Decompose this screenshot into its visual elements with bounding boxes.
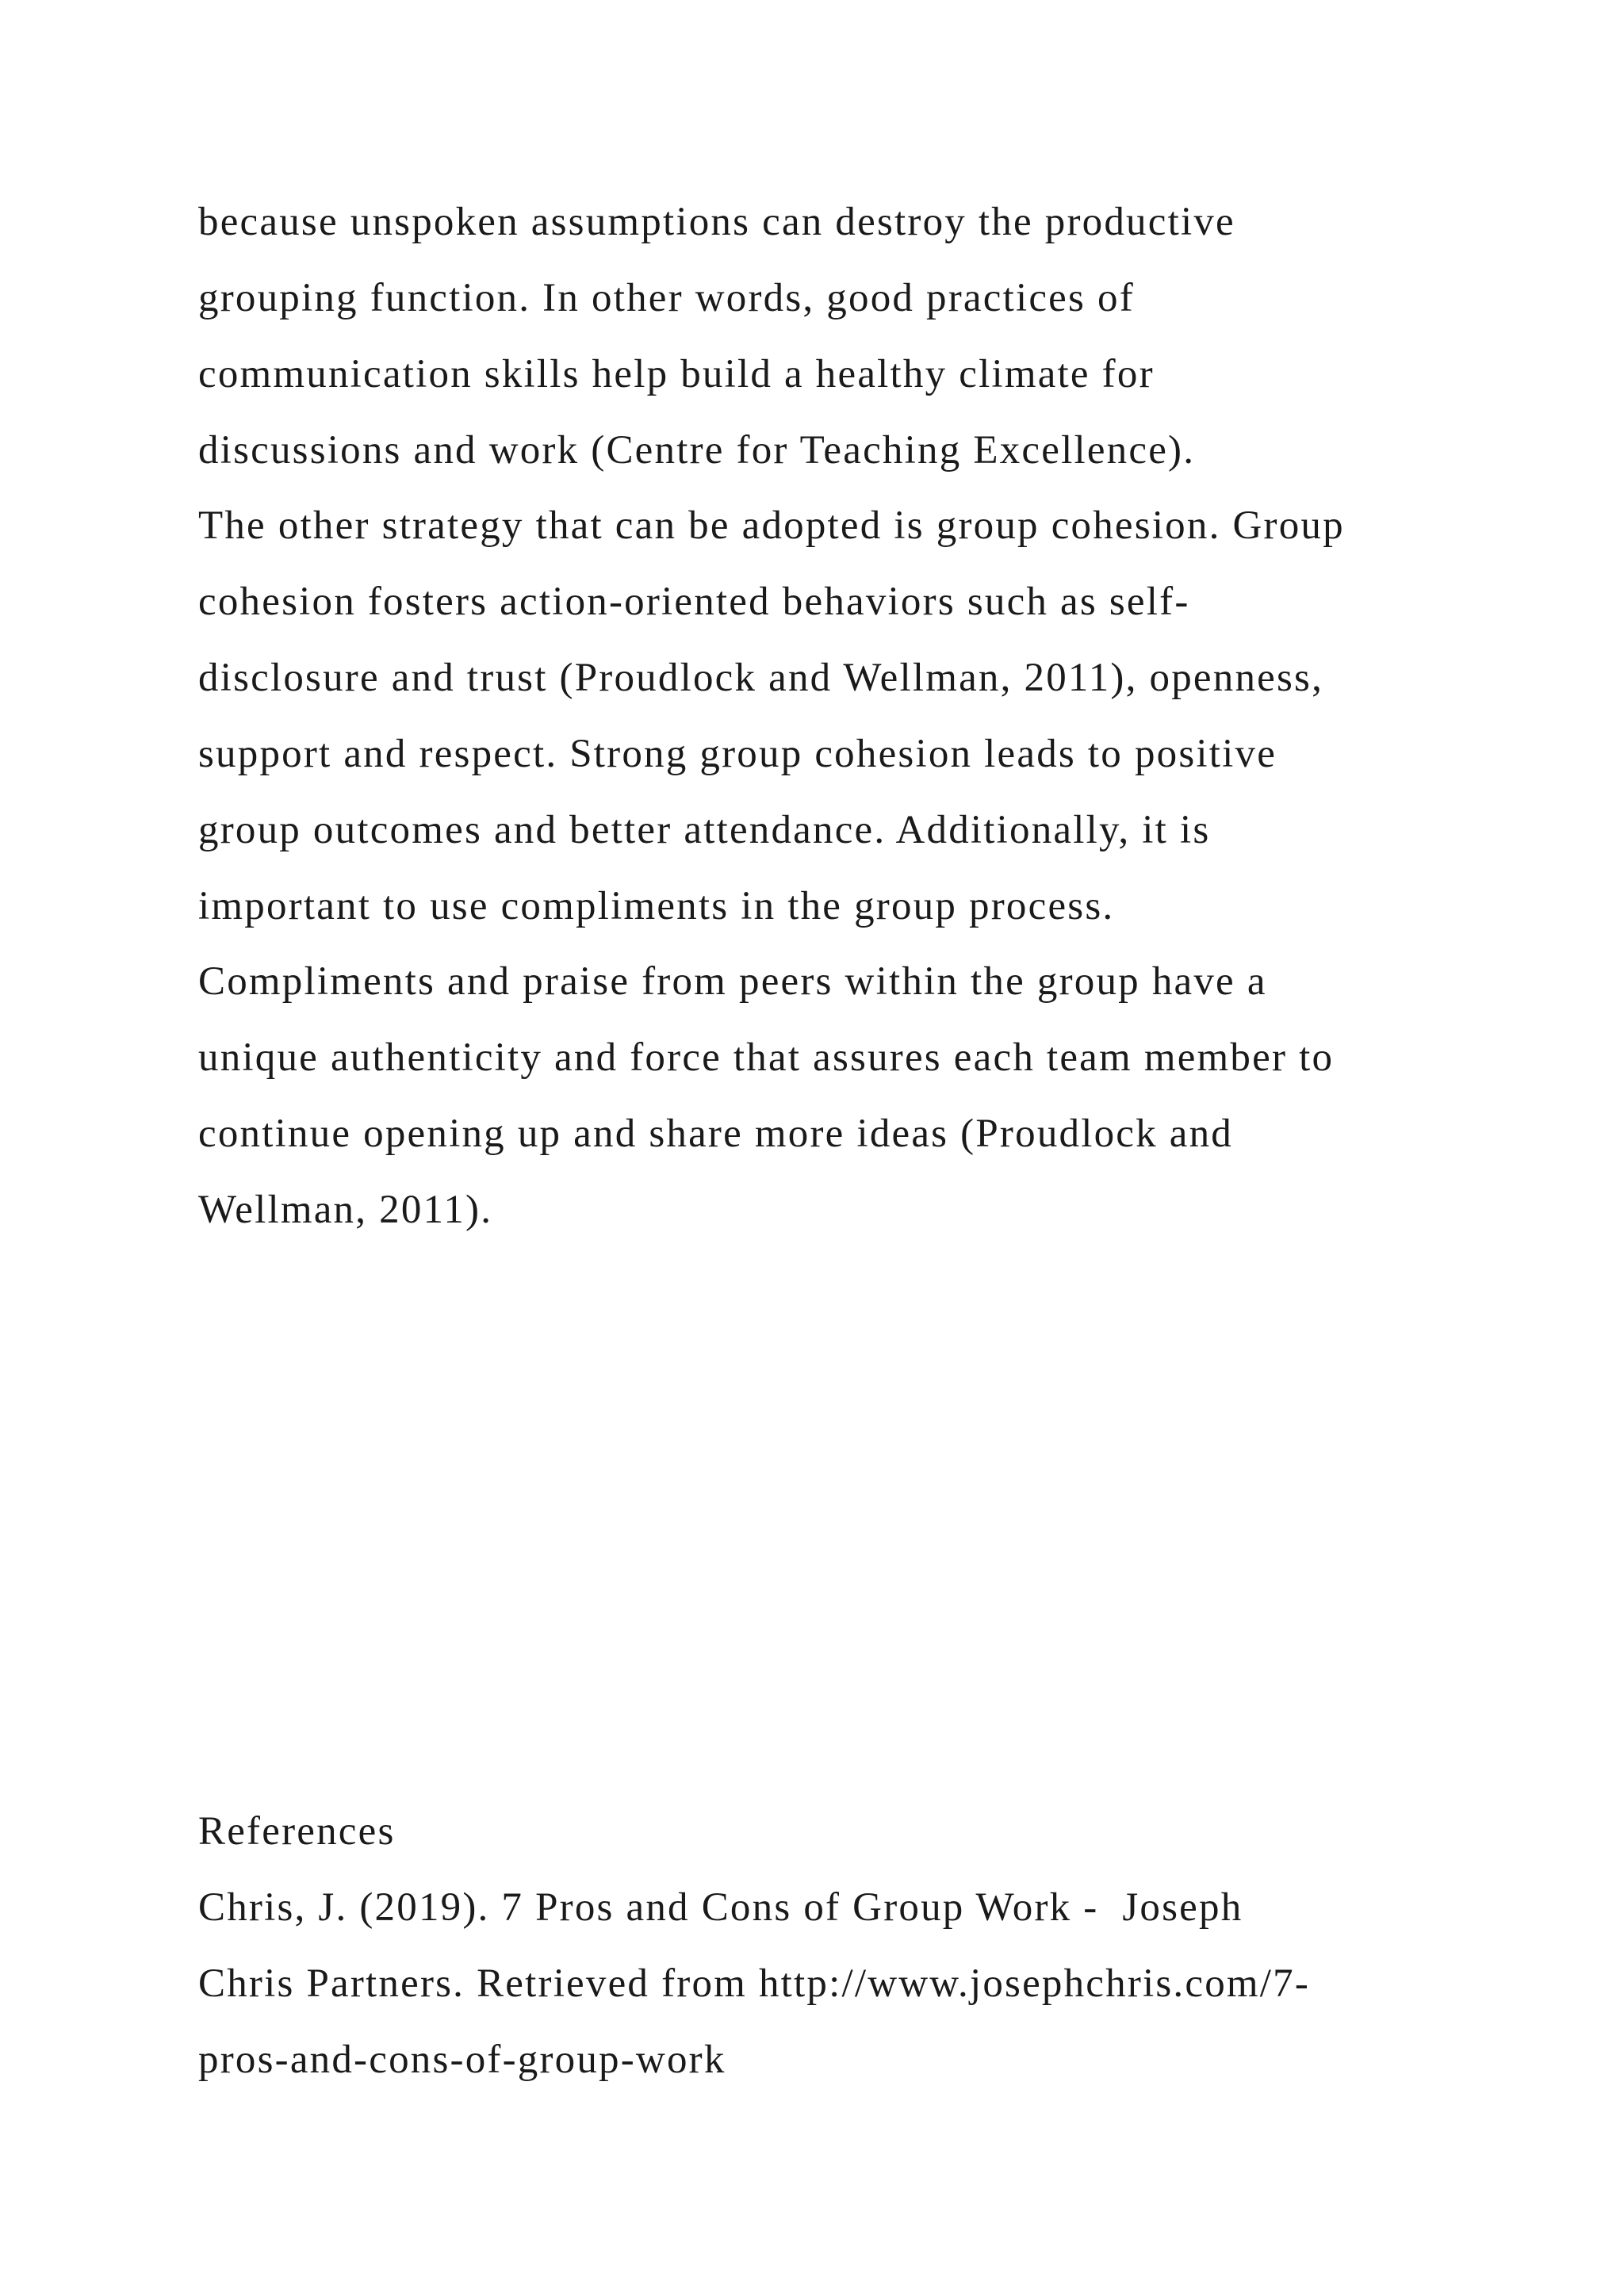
reference-line: Chris Partners. Retrieved from http://www.josephchris.com/7- — [198, 1961, 1311, 2006]
body-line: continue opening up and share more ideas (Proudlock and — [198, 1112, 1234, 1156]
body-line: Compliments and praise from peers within the group have a — [198, 959, 1267, 1004]
body-line: cohesion fosters action-oriented behaviors such as self- — [198, 580, 1190, 624]
body-line: The other strategy that can be adopted is group cohesion. Group — [198, 503, 1345, 548]
body-line: grouping function. In other words, good practices of — [198, 276, 1135, 320]
references-heading: References — [198, 1809, 396, 1854]
body-line: disclosure and trust (Proudlock and Wellman, 2011), openness, — [198, 656, 1324, 700]
body-line: group outcomes and better attendance. Additionally, it is — [198, 808, 1211, 852]
body-line: Wellman, 2011). — [198, 1188, 493, 1232]
reference-line: pros-and-cons-of-group-work — [198, 2038, 726, 2082]
reference-line: Chris, J. (2019). 7 Pros and Cons of Group Work - Joseph — [198, 1885, 1243, 1930]
body-line: because unspoken assumptions can destroy the productive — [198, 200, 1235, 244]
body-line: important to use compliments in the group process. — [198, 884, 1115, 928]
body-line: support and respect. Strong group cohesion leads to positive — [198, 732, 1277, 776]
body-line: unique authenticity and force that assures each team member to — [198, 1035, 1335, 1080]
body-line: communication skills help build a healthy climate for — [198, 352, 1155, 396]
body-line: discussions and work (Centre for Teaching Excellence). — [198, 428, 1196, 473]
